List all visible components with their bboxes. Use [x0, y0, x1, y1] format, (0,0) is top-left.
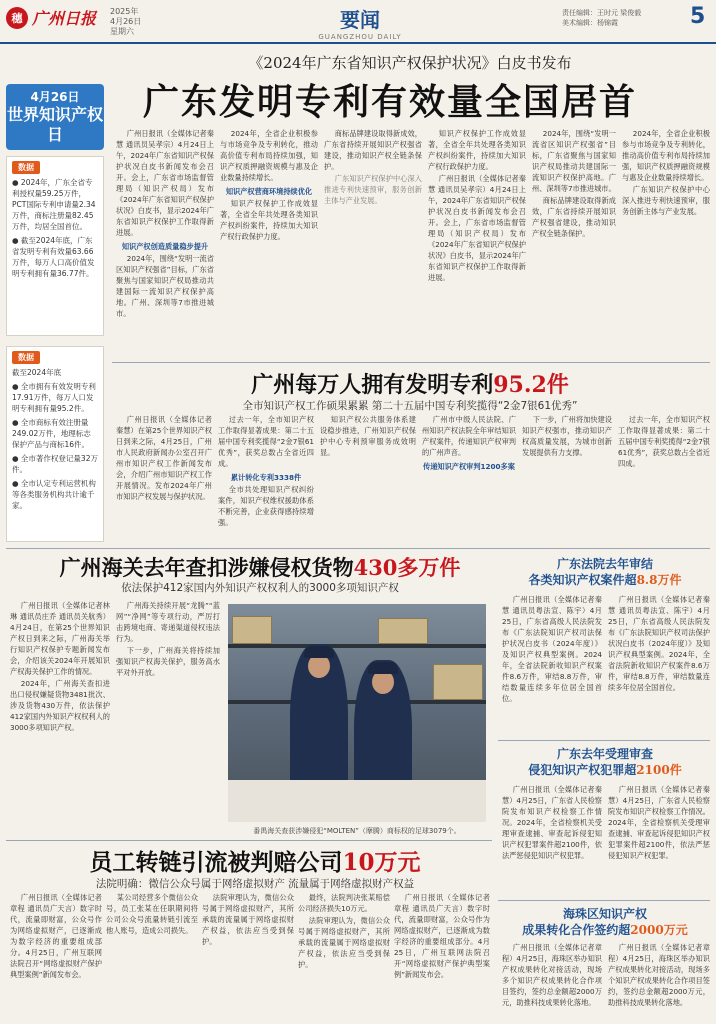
- sidebar-data-box-2: 数据 截至2024年底 ● 全市拥有有效发明专利17.91万件，每万人口发明专利拥有量95.2件。 ● 全市商标有效注册量249.02万件，地理标志保护产品与商标16件。 ● 全市著作权登记量32万件。 ● 全市认定专利运营机构等各类服务机构共计逾千家。: [6, 346, 104, 542]
- paper-logo: [6, 6, 96, 29]
- story1-column-2: 2024年，全省企业积极参与市场竞争及专利转化，推动高价值专利布局持续加强，知识产权质押融资规模与惠及企业数量持续增长。 知识产权营商环境持续优化 知识产权保护工作成效显著，全省全年共处理各类知识产权纠纷案件，持续加大知识产权行政保护力度。: [220, 129, 318, 241]
- world-ip-day-badge: 4月26日 世界知识产权日: [6, 84, 104, 150]
- divider: [6, 840, 492, 841]
- section-title: 要闻 GUANGZHOU DAILY: [318, 8, 402, 41]
- paper-name: 广州日报: [32, 9, 97, 28]
- story2-column-4: 广州市中级人民法院、广州知识产权法院全年审结知识产权案件，传递知识产权审判的广州声音。 传递知识产权审判1200多案: [422, 415, 516, 471]
- photo-footballs-pile: [228, 780, 486, 822]
- divider: [498, 740, 710, 741]
- rbox3-column-2: 广州日报讯（全媒体记者章程）4月25日，海珠区举办知识产权成果转化对接活动，现场多个知识产权成果转化合作项目签约，签约总金额超2000万元，助推科技成果转化落地。: [608, 943, 710, 1007]
- divider: [498, 548, 710, 549]
- story4-column-2: 某公司经营多个微信公众号，员工张某在任职期间将公司公众号流量转链引流至他人账号，造成公司损失。: [106, 893, 198, 935]
- story4-deck: 法院明确：微信公众号属于网络虚拟财产 流量属于网络虚拟财产权益: [95, 878, 415, 890]
- story1-column-4: 知识产权保护工作成效显著，全省全年共处理各类知识产权纠纷案件，持续加大知识产权行政保护力度。 广州日报讯（全媒体记者秦慧 通讯员吴孝宗）4月24日上午，2024年广东省知识产权保护状况白皮书新闻发布会召开。会上，广东省市场监督管理局（知识产权局）发布《2024年广东省知识产权保护状况》白皮书，显示2024年广东省知识产权保护工作取得新进展。: [428, 129, 526, 282]
- story4-column-3: 法院审理认为，微信公众号属于网络虚拟财产，其所承载的流量属于网络虚拟财产权益，依法应当受到保护。: [202, 893, 294, 946]
- paper-seal-icon: 穗: [6, 7, 28, 29]
- rbox3-column-1: 广州日报讯（全媒体记者章程）4月25日，海珠区举办知识产权成果转化对接活动，现场多个知识产权成果转化合作项目签约，签约总金额超2000万元，助推科技成果转化落地。: [502, 943, 602, 1007]
- divider: [112, 362, 710, 363]
- story2-column-5: 下一步，广州将加快建设知识产权强市，推动知识产权高质量发展，为城市创新发展提供有力支撑。: [522, 415, 612, 457]
- story2-headline: 广州每万人拥有发明专利95.2件: [251, 372, 569, 398]
- story1-column-5: 2024年，围绕“发明一流省区知识产权强省”目标，广东省聚焦与国家知识产权局推动共建国际一流知识产权保护高地。广州、深圳等7市推进城市。 商标品牌建设取得新成效，广东省持续开展知识产权强省建设，推动知识产权全链条保护。: [532, 129, 616, 238]
- story4-column-1: 广州日报讯（全媒体记者章程 通讯员广天言）数字时代，流量即财富，公众号作为网络虚拟财产，已逐渐成为数字经济的重要组成部分。4月25日，广州互联网法院召开“网络虚拟财产保护典型案例”新闻发布会。: [10, 893, 102, 979]
- story2-column-2: 过去一年，全市知识产权工作取得显著成果：第二十五届中国专利奖揽得“2金7银61优秀”，获奖总数占全省近四成。 累计转化专利3338件 全市共处理知识产权纠纷案件，知识产权维权援助体系不断完善，企业获得感持续增强。: [218, 415, 314, 527]
- story2-column-3: 知识产权公共服务体系建设稳步推进，广州知识产权保护中心专利预审服务成效明显。: [320, 415, 416, 457]
- story4-column-5: 广州日报讯（全媒体记者章程 通讯员广天言）数字时代，流量即财富，公众号作为网络虚拟财产，已逐渐成为数字经济的重要组成部分。4月25日，广州互联网法院召开“网络虚拟财产保护典型案例”新闻发布会。: [394, 893, 490, 979]
- sidebar-data-box-1: 数据 ● 2024年，广东全省专利授权量59.25万件，PCT国际专利申请量2.34万件，商标注册量82.45万件，均居全国首位。 ● 截至2024年底，广东省发明专利有效量63.66万件，每万人口高价值发明专利拥有量36.77件。: [6, 156, 104, 336]
- photo-goods-box: [433, 664, 483, 700]
- story3-column-1: 广州日报讯（全媒体记者林琳 通讯员庄乔 通讯员关航秀）4月24日，在第25个世界知识产权日到来之际，广州海关举行知识产权保护专题新闻发布会，介绍该关2024年开展知识产权海关保护工作的情况。 2024年，广州海关查扣进出口侵权嫌疑货物3481批次、涉及货物430万件，依法保护412家国内外知识产权权利人的3000多项知识产权。: [10, 601, 110, 732]
- rbox2-headline: 广东去年受理审查 侵犯知识产权犯罪超2100件: [528, 747, 682, 777]
- rbox1-column-2: 广州日报讯（全媒体记者秦慧 通讯员粤法宣、陈宇）4月25日，广东省高级人民法院发布《广东法院知识产权司法保护状况白皮书（2024年度）》及知识产权典型案例。2024年，全省法院新收知识产权案件8.6万件，审结8.8万件，审结数量连续多年位居全国首位。: [608, 595, 710, 692]
- masthead: [0, 0, 716, 44]
- rbox1-headline: 广东法院去年审结 各类知识产权案件超8.8万件: [528, 557, 682, 587]
- story1-kicker: 《2024年广东省知识产权保护状况》白皮书发布: [248, 54, 572, 72]
- editors-credit: 责任编辑：王时元 梁俊毅 美术编辑：杨锦霞: [562, 9, 642, 27]
- photo-goods-box: [378, 618, 428, 644]
- story2-column-1: 广州日报讯（全媒体记者秦慧）在第25个世界知识产权日到来之际，4月25日，广州市人民政府新闻办公室召开广州市知识产权工作新闻发布会，介绍广州市知识产权工作开展情况。发布2024年广州市知识产权发展与保护状况。: [116, 415, 212, 501]
- story3-headline: 广州海关去年查扣涉嫌侵权货物430多万件: [59, 555, 461, 580]
- issue-date: 2025年 4月26日 星期六: [110, 7, 142, 36]
- story4-column-4: 最终，法院判决张某赔偿公司经济损失10万元。 法院审理认为，微信公众号属于网络虚拟财产，其所承载的流量属于网络虚拟财产权益，依法应当受到保护。: [298, 893, 390, 969]
- photo-shelf: [228, 644, 486, 648]
- story1-column-3: 商标品牌建设取得新成效，广东省持续开展知识产权强省建设，推动知识产权全链条保护。 广东知识产权保护中心深入推进专利快速预审，服务创新主体与产业发展。: [324, 129, 422, 205]
- story1-column-6: 2024年，全省企业积极参与市场竞争及专利转化，推动高价值专利布局持续加强，知识产权质押融资规模与惠及企业数量持续增长。 广东知识产权保护中心深入推进专利快速预审，服务创新主体与产业发展。: [622, 129, 710, 216]
- photo-goods-box: [232, 616, 272, 644]
- story3-column-2: 广州海关持续开展“龙腾”“蓝网”“净网”等专项行动，严厉打击跨境电商、寄递渠道侵权违法行为。 下一步，广州海关将持续加强知识产权海关保护，服务高水平对外开放。: [116, 601, 220, 677]
- story3-deck: 依法保护412家国内外知识产权权利人的3000多项知识产权: [121, 582, 399, 594]
- story1-column-1: 广州日报讯（全媒体记者秦慧 通讯员吴孝宗）4月24日上午，2024年广东省知识产权保护状况白皮书新闻发布会召开。会上，广东省市场监督管理局（知识产权局）发布《2024年广东省知识产权保护状况》白皮书，显示2024年广东省知识产权保护工作取得新进展。 知识产权创造质量稳步提升 2024年，围绕“发明一流省区知识产权强省”目标，广东省聚焦与国家知识产权局推动共建国际一流知识产权保护高地。广州、深圳等7市推进城市。: [116, 129, 214, 318]
- story4-headline: 员工转链引流被判赔公司10万元: [89, 849, 421, 876]
- page-number: 5: [690, 4, 706, 29]
- story1-headline: 广东发明专利有效量全国居首: [142, 81, 637, 123]
- photo-caption: 番禺海关查获涉嫌侵犯“MOLTEN”（摩腾）商标权的足球3079个。: [253, 827, 461, 835]
- story2-deck: 全市知识产权工作硕果累累 第二十五届中国专利奖揽得“2金7银61优秀”: [242, 400, 578, 412]
- rbox2-column-1: 广州日报讯（全媒体记者秦慧）4月25日，广东省人民检察院发布知识产权检察工作情况。2024年，全省检察机关受理审查逮捕、审查起诉侵犯知识产权犯罪案件超2100件，依法严惩侵犯知识产权犯罪。: [502, 785, 602, 860]
- rbox2-column-2: 广州日报讯（全媒体记者秦慧）4月25日，广东省人民检察院发布知识产权检察工作情况。2024年，全省检察机关受理审查逮捕、审查起诉侵犯知识产权犯罪案件超2100件，依法严惩侵犯知识产权犯罪。: [608, 785, 710, 860]
- rbox1-column-1: 广州日报讯（全媒体记者秦慧 通讯员粤法宣、陈宇）4月25日，广东省高级人民法院发布《广东法院知识产权司法保护状况白皮书（2024年度）》及知识产权典型案例。2024年，全省法院新收知识产权案件8.6万件，审结8.8万件，审结数量连续多年位居全国首位。: [502, 595, 602, 703]
- customs-inspection-photo: [228, 604, 486, 822]
- divider: [498, 900, 710, 901]
- rbox3-headline: 海珠区知识产权 成果转化合作签约超2000万元: [522, 907, 688, 937]
- story2-column-6: 过去一年，全市知识产权工作取得显著成果：第二十五届中国专利奖揽得“2金7银61优秀”，获奖总数占全省近四成。: [618, 415, 710, 468]
